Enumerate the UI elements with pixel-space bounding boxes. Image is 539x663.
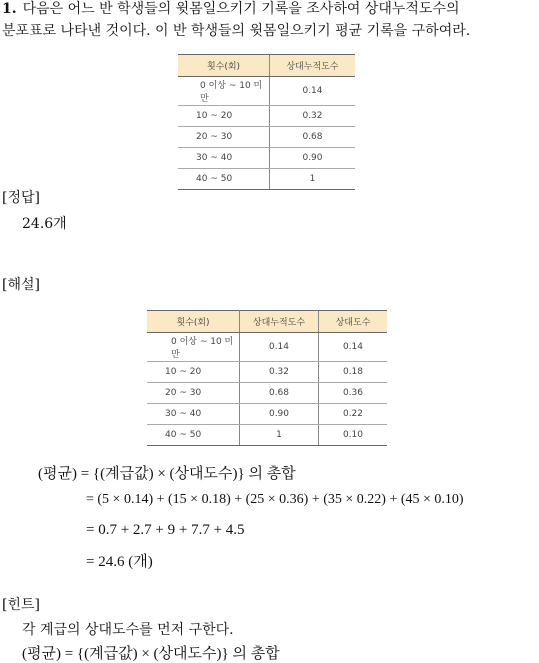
equation-line-2: = (5 × 0.14) + (15 × 0.18) + (25 × 0.36) + (35 × 0.22) + (45 × 0.10) [86, 492, 464, 507]
question-text-1: 다음은 어느 반 학생들의 윗몸일으키기 기록을 조사하여 상대누적도수의 [22, 1, 460, 17]
question-line-1 [2, 0, 460, 18]
frequency-table-1 [178, 54, 355, 190]
table-row: 10 ~ 20 0.32 0.18 [147, 362, 387, 383]
table-row: 0 이상 ~ 10 미만 0.14 0.14 [147, 333, 387, 362]
question-number: 1. [2, 1, 17, 17]
hint-label: [힌트] [2, 597, 40, 613]
hint-line-1: 각 계급의 상대도수를 먼저 구한다. [22, 622, 234, 638]
table1-header-cumulative: 상대누적도수 [270, 55, 356, 77]
table2-header-cumulative: 상대누적도수 [240, 311, 319, 333]
frequency-table-2 [147, 310, 387, 446]
equation-line-1: (평균) = {(계급값) × (상대도수)} 의 총합 [38, 466, 296, 482]
table1-header-count: 횟수(회) [178, 55, 270, 77]
table-row: 40 ~ 50 1 0.10 [147, 425, 387, 446]
equation-line-3: = 0.7 + 2.7 + 9 + 7.7 + 4.5 [86, 522, 245, 538]
table-row: 30 ~ 40 0.90 0.22 [147, 404, 387, 425]
table-row: 30 ~ 40 0.90 [178, 148, 355, 169]
table-row: 40 ~ 50 1 [178, 169, 355, 190]
hint-line-2: (평균) = {(계급값) × (상대도수)} 의 총합 [22, 646, 280, 662]
table-row: 10 ~ 20 0.32 [178, 106, 355, 127]
question-line-2: 분포표로 나타낸 것이다. 이 반 학생들의 윗몸일으키기 평균 기록을 구하여라. [2, 23, 471, 39]
table-row: 0 이상 ~ 10 미만 0.14 [178, 77, 355, 106]
table2-header-count: 횟수(회) [147, 311, 240, 333]
table-row: 20 ~ 30 0.68 0.36 [147, 383, 387, 404]
equation-line-4: = 24.6 (개) [86, 554, 153, 570]
answer-label: [정답] [2, 190, 40, 206]
table-row: 20 ~ 30 0.68 [178, 127, 355, 148]
table2-header-relative: 상대도수 [319, 311, 388, 333]
explanation-label: [해설] [2, 277, 40, 293]
answer-value: 24.6개 [22, 216, 67, 232]
